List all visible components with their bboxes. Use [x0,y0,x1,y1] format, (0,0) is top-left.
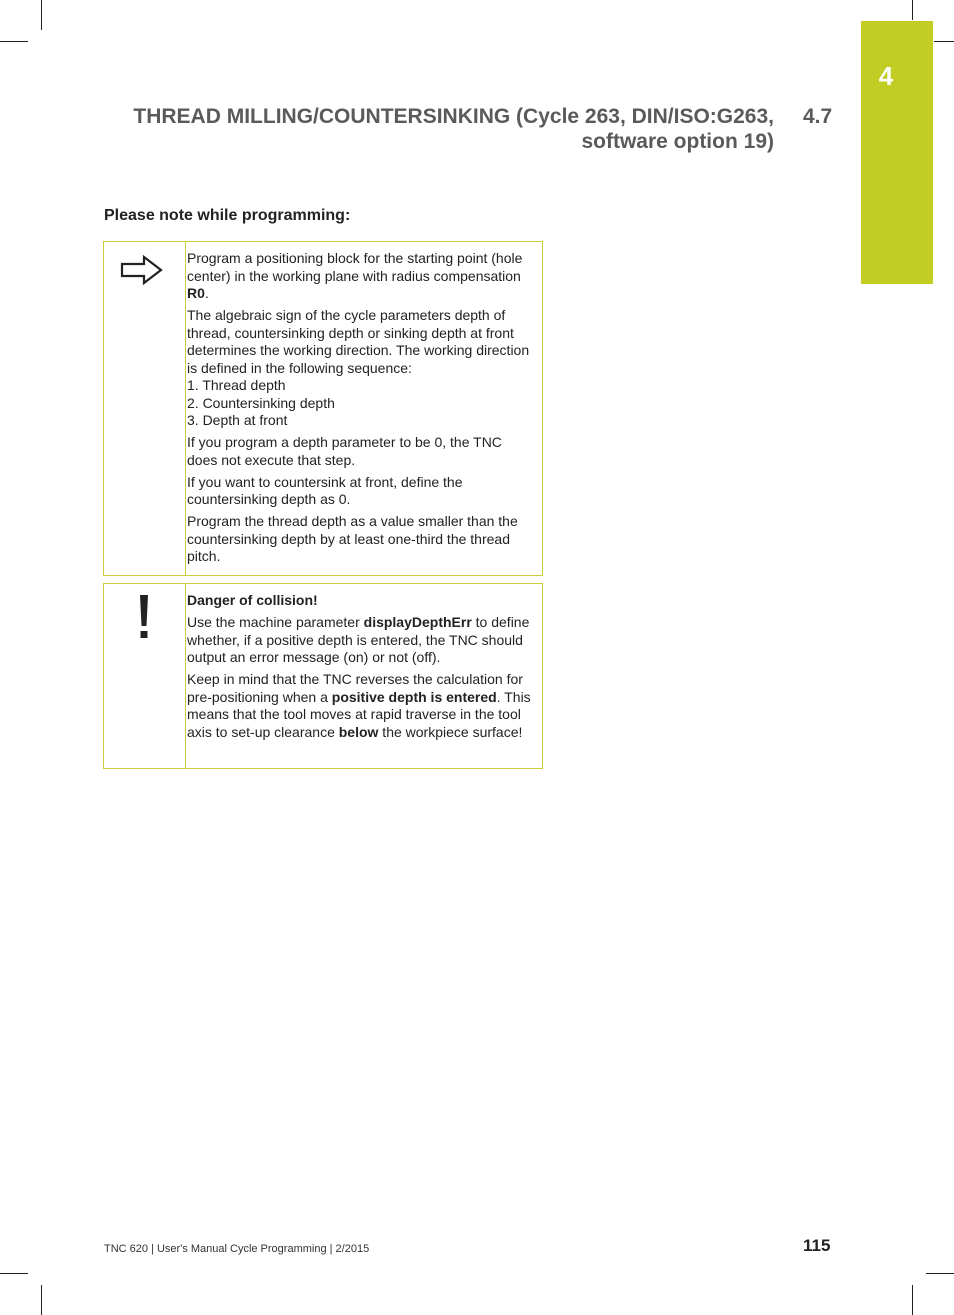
crop-mark [912,0,913,20]
note-paragraph: The algebraic sign of the cycle parameters depth of thread, countersinking depth or sinking depth at front determines the working direction. The working direction is defined in the following sequence: 1. Thread depth 2. Countersinking depth 3. Depth at front [187,307,530,428]
list-item: 3. Depth at front [187,412,288,428]
note-paragraph: Keep in mind that the TNC reverses the calculation for pre-positioning when a positive depth is entered. This means that the tool moves at rapid traverse in the tool axis to set-up clearance below the workpiece surface! [187,671,531,740]
note-paragraph: If you want to countersink at front, define the countersinking depth as 0. [187,473,463,507]
crop-mark [926,1273,954,1274]
crop-mark [0,41,28,42]
chapter-tab [861,21,933,284]
warning-title: Danger of collision! [187,592,318,608]
info-note-box [103,241,543,576]
info-note-content [187,250,534,570]
warning-note-box [103,583,543,769]
page-number: 115 [803,1236,831,1255]
header-title-line2: software option 19) [581,130,774,153]
exclamation-icon [137,594,151,642]
list-item: 2. Countersinking depth [187,394,335,411]
note-paragraph: Program a positioning block for the starting point (hole center) in the working plane with radius compensation R0. [187,250,523,301]
note-paragraph: Use the machine parameter displayDepthErr to define whether, if a positive depth is entered, the TNC should output an error message (on) or not (off). [187,614,530,665]
chapter-number: 4 [878,61,894,91]
section-heading: Please note while programming: [104,207,351,224]
crop-mark [41,1285,42,1315]
machine-parameter-name: displayDepthErr [363,614,472,630]
radius-compensation-code: R0 [187,285,205,301]
list-item: 1. Thread depth [187,377,286,393]
crop-mark [0,1273,28,1274]
footer-text: TNC 620 | User's Manual Cycle Programming | 2/2015 [104,1243,370,1255]
running-header-title [74,104,774,154]
warning-note-content [187,592,534,746]
note-divider [185,583,186,769]
arrow-right-icon [120,254,164,286]
note-paragraph: If you program a depth parameter to be 0, the TNC does not execute that step. [187,434,502,468]
note-divider [185,241,186,576]
crop-mark [912,1285,913,1315]
crop-mark [934,41,954,42]
crop-mark [41,0,42,30]
header-title-line1: THREAD MILLING/COUNTERSINKING (Cycle 263, DIN/ISO:G263, [133,105,774,128]
section-number: 4.7 [803,105,833,128]
note-paragraph: Program the thread depth as a value smaller than the countersinking depth by at least one-third the thread pitch. [187,513,518,564]
